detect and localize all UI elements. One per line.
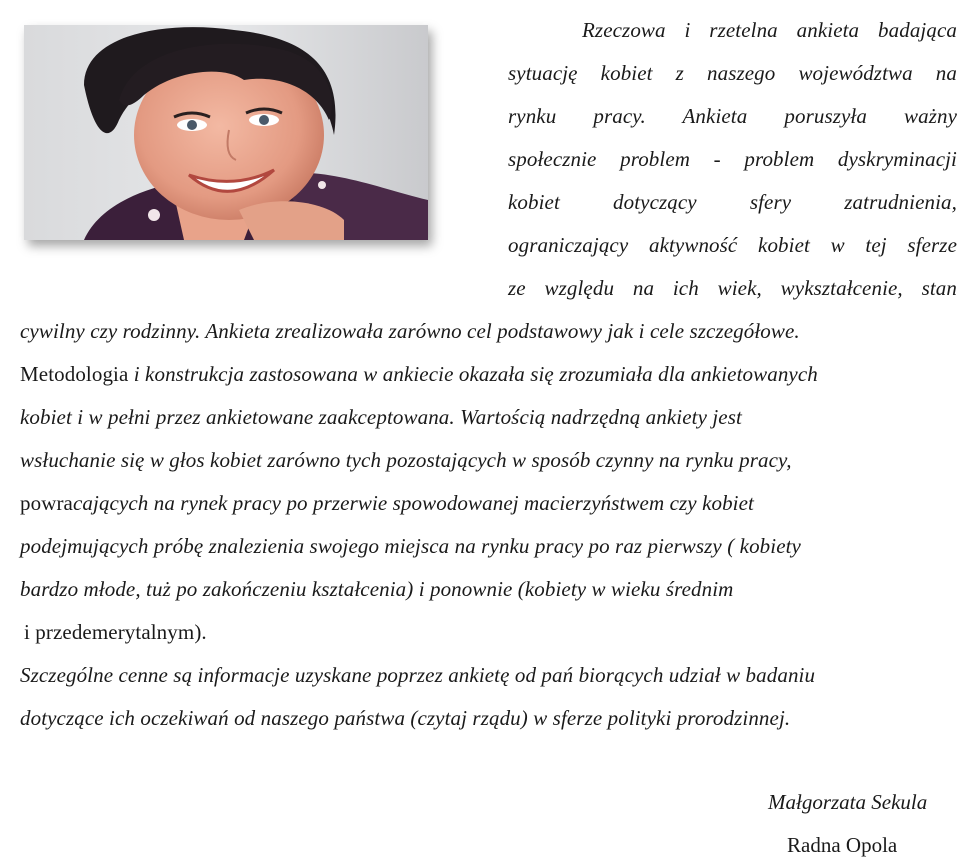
portrait-photo [24, 25, 428, 240]
signature-title: Radna Opola [787, 833, 898, 857]
text-segment: i konstrukcja zastosowana w ankiecie okazała się zrozumiała dla ankietowanych [128, 362, 818, 386]
text-line: kobiet i w pełni przez ankietowane zaakceptowana. Wartością nadrzędną ankiety jest [20, 405, 742, 429]
text-line: wsłuchanie się w głos kobiet zarówno tych pozostających w sposób czynny na rynku pracy, [20, 448, 792, 472]
text-line: społecznie problem - problem dyskryminacji [508, 147, 957, 171]
text-segment: Metodologia [20, 362, 129, 386]
portrait-image [24, 25, 428, 240]
text-line: bardzo młode, tuż po zakończeniu kształcenia) i ponownie (kobiety w wieku średnim [20, 577, 734, 601]
text-line: ograniczający aktywność kobiet w tej sferze [508, 233, 957, 257]
text-line [20, 361, 818, 387]
text-line: sytuację kobiet z naszego województwa na [508, 61, 957, 85]
text-line: kobiet dotyczący sfery zatrudnienia, [508, 190, 957, 214]
text-line: dotyczące ich oczekiwań od naszego państwa (czytaj rządu) w sferze polityki prorodzinnej. [20, 706, 791, 730]
signature-name: Małgorzata Sekula [768, 790, 928, 814]
text-line: podejmujących próbę znalezienia swojego miejsca na rynku pracy po raz pierwszy ( kobiety [20, 534, 801, 558]
text-line: ze względu na ich wiek, wykształcenie, stan [508, 276, 957, 300]
text-segment: powra [20, 491, 73, 515]
text-line: cywilny czy rodzinny. Ankieta zrealizowała zarówno cel podstawowy jak i cele szczegółowe. [20, 319, 800, 343]
text-segment: cających na rynek pracy po przerwie spowodowanej macierzyństwem czy kobiet [72, 491, 754, 515]
text-line [20, 490, 754, 516]
text-line: rynku pracy. Ankieta poruszyła ważny [508, 104, 957, 128]
text-line: Rzeczowa i rzetelna ankieta badająca [582, 18, 957, 42]
text-line: Szczególne cenne są informacje uzyskane poprzez ankietę od pań biorących udział w badaniu [20, 663, 816, 687]
text-line: i przedemerytalnym). [24, 620, 207, 644]
